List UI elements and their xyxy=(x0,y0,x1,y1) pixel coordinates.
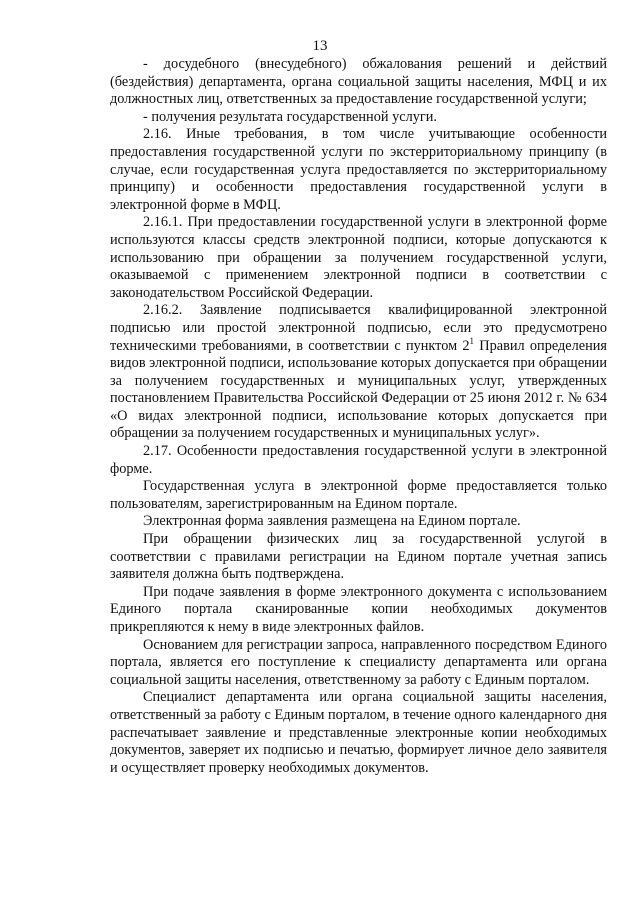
paragraph-registered-users: Государственная услуга в электронной форме предоставляется только пользователям, зарегистрированным на Едином портале. xyxy=(110,478,607,512)
paragraph-specialist-duties: Специалист департамента или органа социальной защиты населения, ответственный за работу с Единым порталом, в течение одного календарного дня распечатывает заявление и представленные электронные копии необходимых документов, заверяет их подписью и печатью, формирует личное дело заявителя и осуществляет проверку необходимых документов. xyxy=(110,689,607,776)
paragraph-2-16-2-text-b: Правил определения видов электронной подписи, использование которых допускается при обращении за получением государственных и муниципальных услуг, утвержденных постановлением Правительства Российской Федерации от 25 июня 2012 г. № 634 «О видах электронной подписи, использование которых допускается при обращении за получением государственных и муниципальных услуг». xyxy=(110,337,607,442)
paragraph-scanned-copies: При подаче заявления в форме электронного документа с использованием Единого портала сканированные копии необходимых документов прикрепляются к нему в виде электронных файлов. xyxy=(110,583,607,635)
document-body xyxy=(110,56,607,777)
paragraph-result: - получения результата государственной услуги. xyxy=(143,108,437,125)
paragraph-2-17: 2.17. Особенности предоставления государственной услуги в электронной форме. xyxy=(110,443,607,477)
page-number: 13 xyxy=(312,38,328,54)
paragraph-form-location: Электронная форма заявления размещена на Едином портале. xyxy=(143,513,521,530)
paragraph-account-confirmation: При обращении физических лиц за государственной услугой в соответствии с правилами регистрации на Едином портале учетная запись заявителя должна быть подтверждена. xyxy=(110,531,607,583)
paragraph-appeal: - досудебного (внесудебного) обжалования решений и действий (бездействия) департамента, органа социальной защиты населения, МФЦ и их должностных лиц, ответственных за предоставление государственной услуги; xyxy=(110,56,607,108)
superscript-note: 1 xyxy=(469,335,475,346)
paragraph-2-16-2-text-a: 2.16.2. Заявление подписывается квалифицированной электронной подписью или простой электронной подписью, если это предусмотрено техническими требованиями, в соответствии с пунктом 2 xyxy=(110,302,607,354)
paragraph-2-16-2 xyxy=(110,302,607,443)
paragraph-2-16: 2.16. Иные требования, в том числе учитывающие особенности предоставления государственной услуги по экстерриториальному принципу (в случае, если государственная услуга предоставляется по экстерриториальному принципу) и особенности предоставления государственной услуги в электронной форме в МФЦ. xyxy=(110,126,607,213)
paragraph-2-16-1: 2.16.1. При предоставлении государственной услуги в электронной форме используются классы средств электронной подписи, которые допускаются к использованию при обращении за получением государственной услуги, оказываемой с применением электронной подписи в соответствии с законодательством Российской Федерации. xyxy=(110,214,607,301)
paragraph-registration-basis: Основанием для регистрации запроса, направленного посредством Единого портала, является его поступление к специалисту департамента или органа социальной защиты населения, ответственному за работу с Единым порталом. xyxy=(110,636,607,688)
